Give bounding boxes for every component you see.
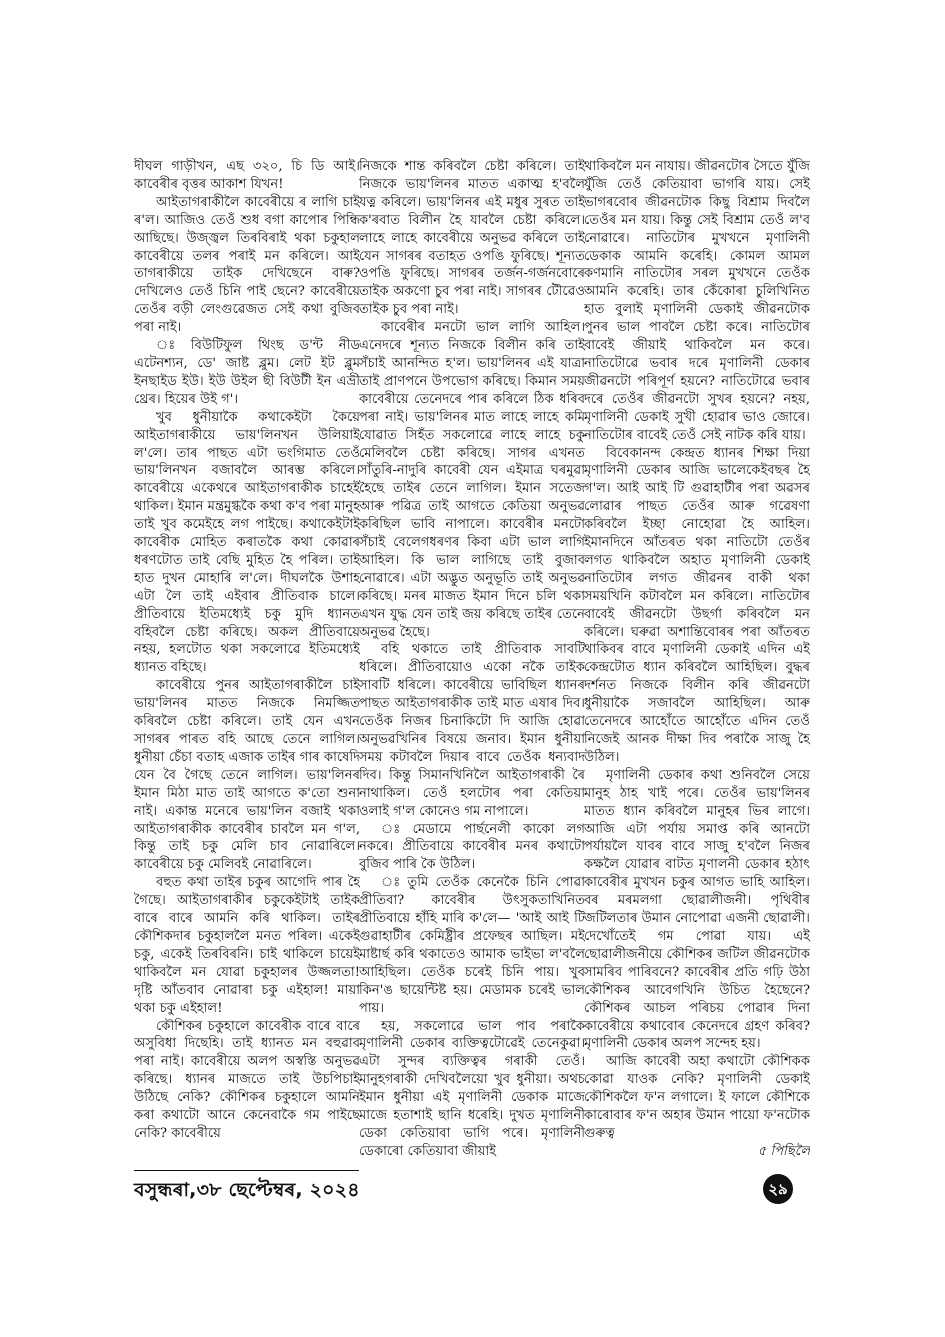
paragraph: খুব ধুনীয়াকৈ কথাকেইটা কৈয়ে আইতাগৰাকীয়ে ভায়'লিনখন উলিয়াই ল'লে। তাৰ পাছত এটা ভংগিমাত তেওঁ ভায়'লিনখন বজাবলৈ আৰম্ভ কৰিলে। কাবেৰীয়ে একেথৰে আইতাগৰাকীক চাহেই থাকিল। ইমান মন্ত্ৰমুগ্ধকৈ কথা ক'ব পৰা মানুহ তাই খুব কমেইহে লগ পাইছে। কথাকেইটাই কাবেৰীক মোহিত কৰাতকৈ কথা কোৱাৰ ধৰণটোত তাই বেছি মুহিত হৈ পৰিল। তাই হাত দুখন মোহাৰি ল'লে। দীঘলকৈ উশাহ এটা লৈ তাই এইবাৰ প্ৰীতিবাক চালে। প্ৰীতিবায়ে ইতিমধ্যেই চকু মুদি ধ্যানত বহিবলৈ চেষ্টা কৰিছে। অকল প্ৰীতিবায়ে নহয়, হলটোত থকা সকলোৱে ইতিমধ্যেই ধ্যানত বহিছে। xyxy=(134,409,360,676)
paragraph: থাকিবলৈ মন নাযায়। জীৱনটোৰ সৈতে যুঁজি যুঁজি তেওঁ কেতিয়াবা ভাগৰি যায়। সেই ভাগৰবোৰ জীৱনটোক কিছু বিশ্ৰাম দিবলৈ তেওঁৰ মন যায়। কিন্তু সেই বিশ্ৰাম তেওঁ ল'ব নোৱাৰে। নাতিটোৰ মুখখনে মৃণালিনী ডেকাক আমনি কৰেহি। কোমল আমল কণমানি নাতিটোৰ সৰল মুখখনে তেওঁক আমনি কৰেহি। তাৰ কেঁকোৰা চুলিখিনিত হাত বুলাই মৃণালিনী ডেকাই জীৱনটোক পুনৰ ভাল পাবলৈ চেষ্টা কৰে। নাতিটোৰ বাবেই জীয়াই থাকিবলৈ মন কৰে। নাতিটোৱে ভবাৰ দৰে মৃণালিনী ডেকাৰ জীৱনটো পৰিপূৰ্ণ হয়নে? নাতিটোৱে ভবাৰ দৰে তেওঁৰ জীৱনটো সুখৰ হয়নে? নহয়, মৃণালিনী ডেকাই সুখী হোৱাৰ ভাও জোৰে। নাতিটোৰ বাবেই তেওঁ সেই নাটক কৰি যায়। xyxy=(584,159,810,443)
paragraph: কাবেৰীৰ মনটো ভাল লাগি আহিল। এনেদৰে শূন্যত নিজকে বিলীন কৰি তাই সঁচাই আনন্দিত হ'ল। ভায়'লিনৰ এই যাত্ৰা তাই প্ৰাণপনে উপভোগ কৰিছে। কিমান সময় কাবেৰীয়ে তেনেদৰে পাৰ কৰিলে ঠিক ধৰিব পৰা নাই। ভায়'লিনৰ মাত লাহে লাহে কমি যোৱাত সিহঁত সকলোৱে লাহে লাহে চকু মেলিবলৈ চেষ্টা কৰিছে। সাগৰ এখনত সাঁতুৰি-নাদুৰি কাবেৰী যেন এইমাত্ৰ ঘৰমুৱা হৈছে তাইৰ তেনে লাগিল। ইমান সতেজ আৰু পৱিত্ৰ তাই আগতে কেতিয়া অনুভৱ কৰিছিল ভাবি নাপালে। কাবেৰীৰ মনটো সঁচাই বেলেগধৰণৰ কিবা এটা ভাল লাগি আহিল। কি ভাল লাগিছে তাই বুজাব নোৱাৰে। এটা অদ্ভুত অনুভূতি তাই অনুভৱ কৰিছে। মনৰ মাজত ইমান দিনে চলি থকা এখন যুদ্ধ যেন তাই জয় কৰিছে তাইৰ তেনে অনুভৱ হৈছে। xyxy=(359,320,585,640)
footer-rule xyxy=(134,1170,359,1171)
paragraph: আজি কাবেৰী অহা কথাটো কৌশিকক কোৱা যাওক নেকি? মৃণালিনী ডেকাই কৌশিকলৈ ফ'ন লগালে। ই ফালে কৌশিকে কাৰোবাৰ ফ'ন অহাৰ উমান পায়ো ফ'নটোক গুৰুত্ব xyxy=(584,1054,810,1141)
paragraph: বিবেকানন্দ কেন্দ্ৰত ধ্যানৰ শিক্ষা দিয়া মৃণালিনী ডেকাৰ আজি ভালেকেইবছৰ হৈ গ'ল। আই আই টি গুৱাহাটীৰ পৰা অৱসৰ লোৱাৰ পাছত তেওঁৰ আৰু গৱেষণা কৰিবলৈ ইচ্ছা নোহোৱা হৈ আহিল। ইমানদিনে আঁতৰত থকা নাতিটো তেওঁৰ লগত থাকিবলৈ অহাত মৃণালিনী ডেকাই নাতিটোৰ লগত জীৱনৰ বাকী থকা সময়খিনি কটাবলৈ মন কৰিলে। নাতিটোৰ বাবেই জীৱনটো উছৰ্গা কৰিবলৈ মন কৰিলে। ঘৰুৱা অশান্তিবোৰৰ পৰা আঁতৰত থাকিবৰ বাবে মৃণালিনী ডেকাই এদিন এই কেন্দ্ৰটোত ধ্যান কৰিবলৈ আহিছিল। বুদ্ধৰ দৰ্শনত নিজকে বিলীন কৰি জীৱনটো ধুনীয়াকৈ সজাবলৈ আহিছিল। আৰু তেনেদৰে আহোঁতে আহোঁতে এদিন তেওঁ নিজেই আনক দীক্ষা দিব পৰাকৈ সাজু হৈ উঠিল। xyxy=(584,445,810,765)
paragraph: ঃ তুমি তেওঁক কেনেকৈ চিনি পোৱা প্ৰীতিবা? কাবেৰীৰ উৎসুকতাখিনিত প্ৰীতিবায়ে হাঁহি মাৰি ক'লে— 'আই আই টি গুৱাহাটীৰ কেমিষ্ট্ৰীৰ প্ৰফেছৰ আছিল। মই মাষ্টাৰ্ছ কৰি থকাতেও আমাক ভাইভা ল'বলৈ আহিছিল। তেওঁক চৰেই চিনি পায়। খুব কিন'ঙ ছায়েন্টিষ্ট হয়। মেডামক চৰেই ভাল পায়। xyxy=(359,875,585,1016)
paragraph: ৫ পিছিলৈ xyxy=(757,1143,810,1159)
paragraph: ঃ বিউটিফুল থিংছ ড'ন্ট নীড এটেনশ্যন, ডে' জাষ্ট ব্লুম। লেট ইট ব্লুম ইনছাইড ইউ। ইউ উইল ছী বিউটী ইন এভ্ৰী থ্ৰেৰ। হিয়েৰ উই গ'। xyxy=(134,338,360,407)
paragraph: নিজকে শান্ত কৰিবলৈ চেষ্টা কৰিলে। তাই নিজকে ভায়'লিনৰ মাতত একাত্ম হ'বলৈ যত্ন কৰিলে। ভায়'লিনৰ এই মধুৰ সুৰত তাই ক'ৰবাত বিলীন হৈ যাবলৈ চেষ্টা কৰিলে। লাহে লাহে কাবেৰীয়ে অনুভৱ কৰিলে তাই যেন সাগৰৰ বতাহত ওপঙি ফুৰিছে। শূন্যত ওপঙি ফুৰিছে। সাগৰৰ তৰ্জন-গৰ্জনবোৰে তাইক অকণো চুব পৰা নাই। সাগৰৰ টৌৱেও তাইক চুব পৰা নাই। xyxy=(359,159,585,318)
paragraph: কাবেৰীয়ে পুনৰ আইতাগৰাকীলৈ চাই ভায়'লিনৰ মাতত নিজকে নিমজ্জিত কৰিবলৈ চেষ্টা কৰিলে। তাই যেন এখন সাগৰৰ পাৰত বহি আছে তেনে লাগিল। ধুনীয়া চেঁচা বতাহ এজাক তাইৰ গাৰ কাষেদি যেন বৈ গৈছে তেনে লাগিল। ভায়'লিনৰ ইমান মিঠা মাত তাই আগতে ক'তো শুনা নাই। একান্ত মনেৰে ভায়'লিন বজাই থকা আইতাগৰাকীক কাবেৰীৰ চাবলৈ মন গ'ল, কিন্তু তাই চকু মেলি চাব নোৱাৰিলে। কাবেৰীয়ে চকু মেলিবই নোৱাৰিলে। xyxy=(134,678,360,873)
paragraph: হয়, সকলোৱে ভাল পাব পৰাকৈ মৃণালিনী ডেকাৰ ব্যক্তিত্বটোৱেই তেনেকুৱা। এটা সুন্দৰ ব্যক্তিত্বৰ গৰাকী তেওঁ। মানুহগৰাকী দেখিবলৈয়ো খুব ধুনীয়া। অথচ ইমান ধুনীয়া এই মৃণালিনী ডেকাক মাজে মাজে হতাশাই ছানি ধৰেহি। দুখত মৃণালিনী ডেকা কেতিয়াবা ভাগি পৰে। মৃণালিনী ডেকাৰো কেতিয়াবা জীয়াই xyxy=(359,1018,585,1159)
paragraph: বহুত কথা তাইৰ চকুৰ আগেদি পাৰ হৈ গৈছে। আইতাগৰাকীৰ চকুকেইটাই তাইক বাৰে বাৰে আমনি কৰি থাকিল। তাইৰ কৌশিকদাৰ চকুহাললৈ মনত পৰিল। একেই চকু, একেই তিৰবিৰনি। চাই থাকিলে চায়েই থাকিবলৈ মন যোৱা চকুহালৰ উজ্জলতা! দৃষ্টি আঁতবাব নোৱাৰা চকু এইহাল! মায়া থকা চকু এইহাল! xyxy=(134,875,360,1016)
footer-masthead: বসুন্ধৰা,৩৮ ছেপ্টেম্বৰ, ২০২৪ xyxy=(134,1179,360,1201)
paragraph: কৌশিকৰ চকুহালে কাবেৰীক বাৰে বাৰে অসুবিধা দিছেহি। তাই ধ্যানত মন বহুৱাব পৰা নাই। কাবেৰীয়ে অলপ অস্বস্তি অনুভৱ কৰিছে। ধ্যানৰ মাজতে তাই উচপিচাই উঠিছে নেকি? কৌশিকৰ চকুহালে আমনি কৰা কথাটো আনে কেনেবাকৈ গম পাইছে নেকি? কাবেৰীয়ে xyxy=(134,1018,360,1141)
page-number: ২৯ xyxy=(763,1174,793,1204)
paragraph: মৃণালিনী ডেকাৰ কথা শুনিবলৈ সেয়ে মানুহ ঠাহ খাই পৰে। তেওঁৰ ভায়'লিনৰ মাতত ধ্যান কৰিবলৈ মানুহৰ ভিৰ লাগে। আজি এটা পৰ্যায় সমাপ্ত কৰি আনটো পৰ্যায়লৈ যাবৰ বাবে সাজু হ'বলৈ নিজৰ কক্ষলৈ যোৱাৰ বাটত মৃণালনী ডেকাৰ হঠাৎ কাবেৰীৰ মুখখন চকুৰ আগত ভাহি আহিল। বৰ মৰমলগা ছোৱালীজনী। পৃথিবীৰ জটিলতাৰ উমান নোপোৱা এজনী ছোৱালী। দেখোঁতেই গম পোৱা যায়। এই ছোৱালীজনীয়ে কৌশিকৰ জটিল জীৱনটোক সামৰিব পাৰিবনে? কাবেৰীৰ প্ৰতি গঢ়ি উঠা কৌশিকৰ আবেগখিনি উচিত হৈছেনে? কৌশিকৰ আচল পৰিচয় পোৱাৰ দিনা কাবেৰীয়ে কথাবোৰ কেনেদৰে গ্ৰহণ কৰিব? মৃণালিনী ডেকাৰ অলপ সন্দেহ হয়। xyxy=(584,767,810,1052)
paragraph: দীঘল গাড়ীখন, এছ ৩২০, চি ডি আই। কাবেৰীৰ বৃত্তৰ আকাশ যিখন! xyxy=(134,159,360,192)
paragraph: ঃ মেডামে পাৰ্ছনেলী কাকো লগ নকৰে। প্ৰীতিবায়ে কাবেৰীৰ মনৰ কথাটো বুজিব পাৰি কৈ উঠিল। xyxy=(359,821,585,873)
paragraph: বহি থকাতে তাই প্ৰীতিবাক সাবটি ধৰিলে। প্ৰীতিবায়োও একো নকৈ তাইক সাবটি ধৰিলে। কাবেৰীয়ে ভাবিছিল ধ্যানৰ পাছত আইতাগৰাকীক তাই মাত এষাৰ দিব। তেওঁক নিজৰ চিনাকিটো দি আজি হোৱা অনুভৱখিনিৰ বিষয়ে জনাব। ইমান ধুনীয়া সময় কটাবলৈ দিয়াৰ বাবে তেওঁক ধন্যবাদ দিব। কিন্তু সিমানখিনিলৈ আইতাগৰাকী ৰৈ নাথাকিল। তেওঁ হলটোৰ পৰা কেতিয়া ওলাই গ'ল কোনেও গম নাপালে। xyxy=(359,642,585,819)
text-column-3 xyxy=(584,158,810,1170)
paragraph: আইতাগৰাকীলৈ কাবেৰীয়ে ৰ লাগি চাই ৰ'ল। আজিও তেওঁ শুধ বগা কাপোৰ পিন্ধি আছিছে। উজ্জ্বল তিৰবিৰাই থকা চকুহাল কাবেৰীয়ে তলৰ পৰাই মন কৰিলে। আই তাগৰাকীয়ে তাইক দেখিছেনে বাৰু? দেখিলেও তেওঁ চিনি পাই ছেনে? কাবেৰীয়ে তেওঁৰ বড়ী লেংগুৱেজত সেই কথা বুজিব পৰা নাই। xyxy=(134,194,360,336)
text-column-2 xyxy=(359,158,585,1170)
text-column-1 xyxy=(134,158,360,1170)
